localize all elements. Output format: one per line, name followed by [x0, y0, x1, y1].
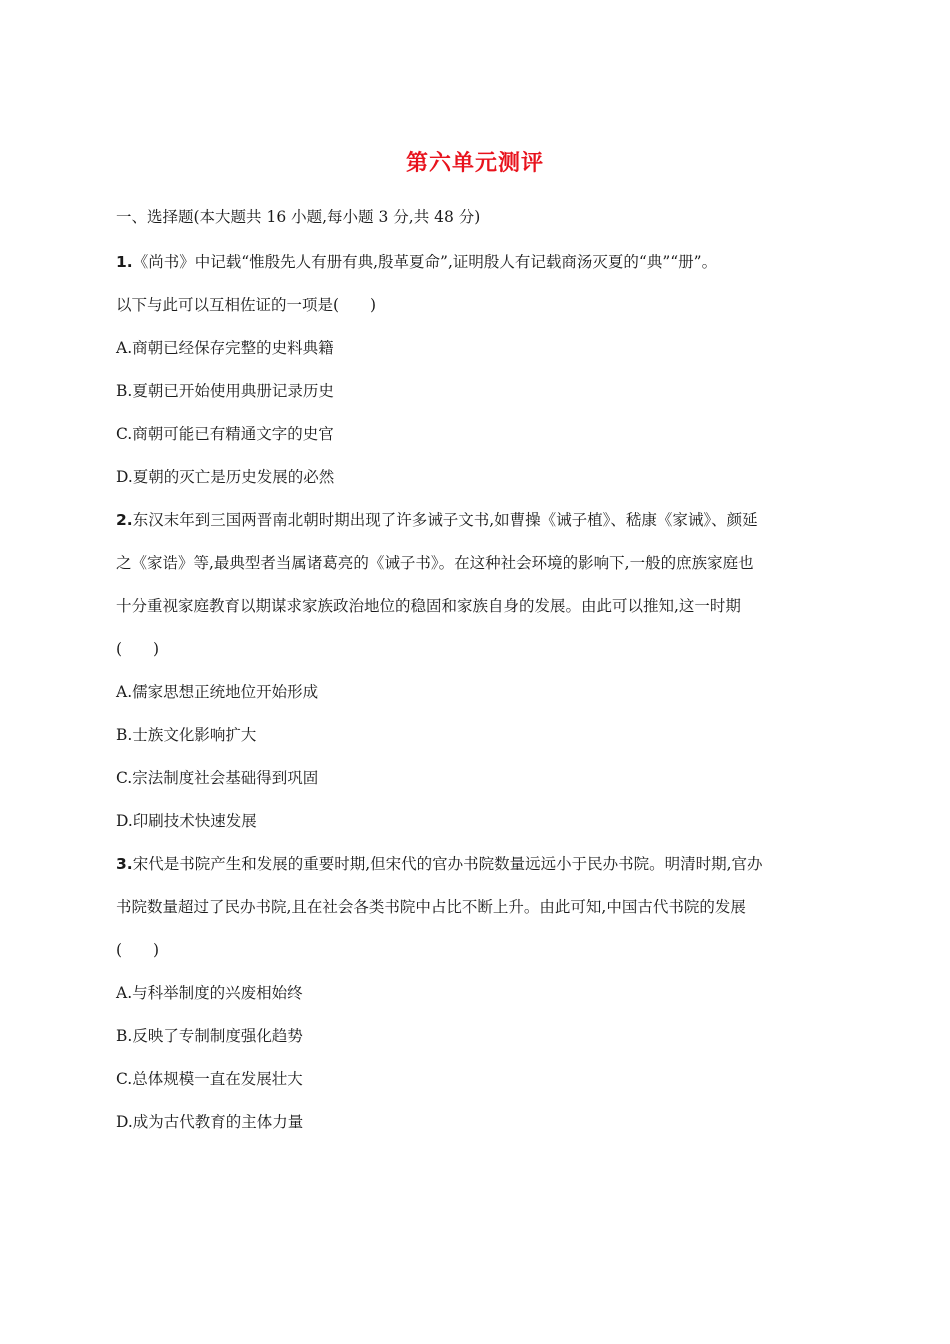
- question-1-option-d[interactable]: D.夏朝的灭亡是历史发展的必然: [116, 468, 335, 486]
- question-3-option-a[interactable]: A.与科举制度的兴废相始终: [116, 984, 303, 1002]
- question-1-option-b[interactable]: B.夏朝已开始使用典册记录历史: [116, 382, 334, 400]
- question-2-stem-line-3: 十分重视家庭教育以期谋求家族政治地位的稳固和家族自身的发展。由此可以推知,这一时期: [116, 597, 741, 615]
- question-1-stem-line-1: [116, 250, 717, 274]
- question-1-stem-line-2: 以下与此可以互相佐证的一项是( ): [116, 296, 377, 314]
- question-2-stem-text: 东汉末年到三国两晋南北朝时期出现了许多诫子文书,如曹操《诫子植》、嵇康《家诫》、颜延: [132, 511, 758, 529]
- question-2-stem-line-2: 之《家诰》等,最典型者当属诸葛亮的《诫子书》。在这种社会环境的影响下,一般的庶族家庭也: [116, 554, 754, 572]
- question-3-stem-line-2: 书院数量超过了民办书院,且在社会各类书院中占比不断上升。由此可知,中国古代书院的发展: [116, 898, 746, 916]
- question-2-option-d[interactable]: D.印刷技术快速发展: [116, 812, 257, 830]
- page-title: 第六单元测评: [405, 150, 544, 176]
- question-3-option-c[interactable]: C.总体规模一直在发展壮大: [116, 1070, 303, 1088]
- question-1-option-a[interactable]: A.商朝已经保存完整的史料典籍: [116, 339, 334, 357]
- question-1-number: 1.: [116, 253, 133, 271]
- question-2-number: 2.: [116, 511, 133, 529]
- question-3-stem-line-1: [116, 852, 763, 876]
- question-3-stem-line-3: ( ): [116, 941, 160, 959]
- section-heading: 一、选择题(本大题共 16 小题,每小题 3 分,共 48 分): [116, 208, 481, 226]
- question-1-option-c[interactable]: C.商朝可能已有精通文字的史官: [116, 425, 334, 443]
- question-2-stem-line-4: ( ): [116, 640, 160, 658]
- question-2-stem-line-1: [116, 508, 758, 532]
- question-2-option-b[interactable]: B.士族文化影响扩大: [116, 726, 257, 744]
- question-3-stem-text: 宋代是书院产生和发展的重要时期,但宋代的官办书院数量远远小于民办书院。明清时期,官办: [132, 855, 763, 873]
- question-3-option-b[interactable]: B.反映了专制制度强化趋势: [116, 1027, 303, 1045]
- question-2-option-c[interactable]: C.宗法制度社会基础得到巩固: [116, 769, 319, 787]
- question-3-number: 3.: [116, 855, 133, 873]
- question-3-option-d[interactable]: D.成为古代教育的主体力量: [116, 1113, 304, 1131]
- question-1-stem-text: 《尚书》中记载“惟殷先人有册有典,殷革夏命”,证明殷人有记载商汤灭夏的“典”“册”。: [132, 253, 718, 271]
- question-2-option-a[interactable]: A.儒家思想正统地位开始形成: [116, 683, 319, 701]
